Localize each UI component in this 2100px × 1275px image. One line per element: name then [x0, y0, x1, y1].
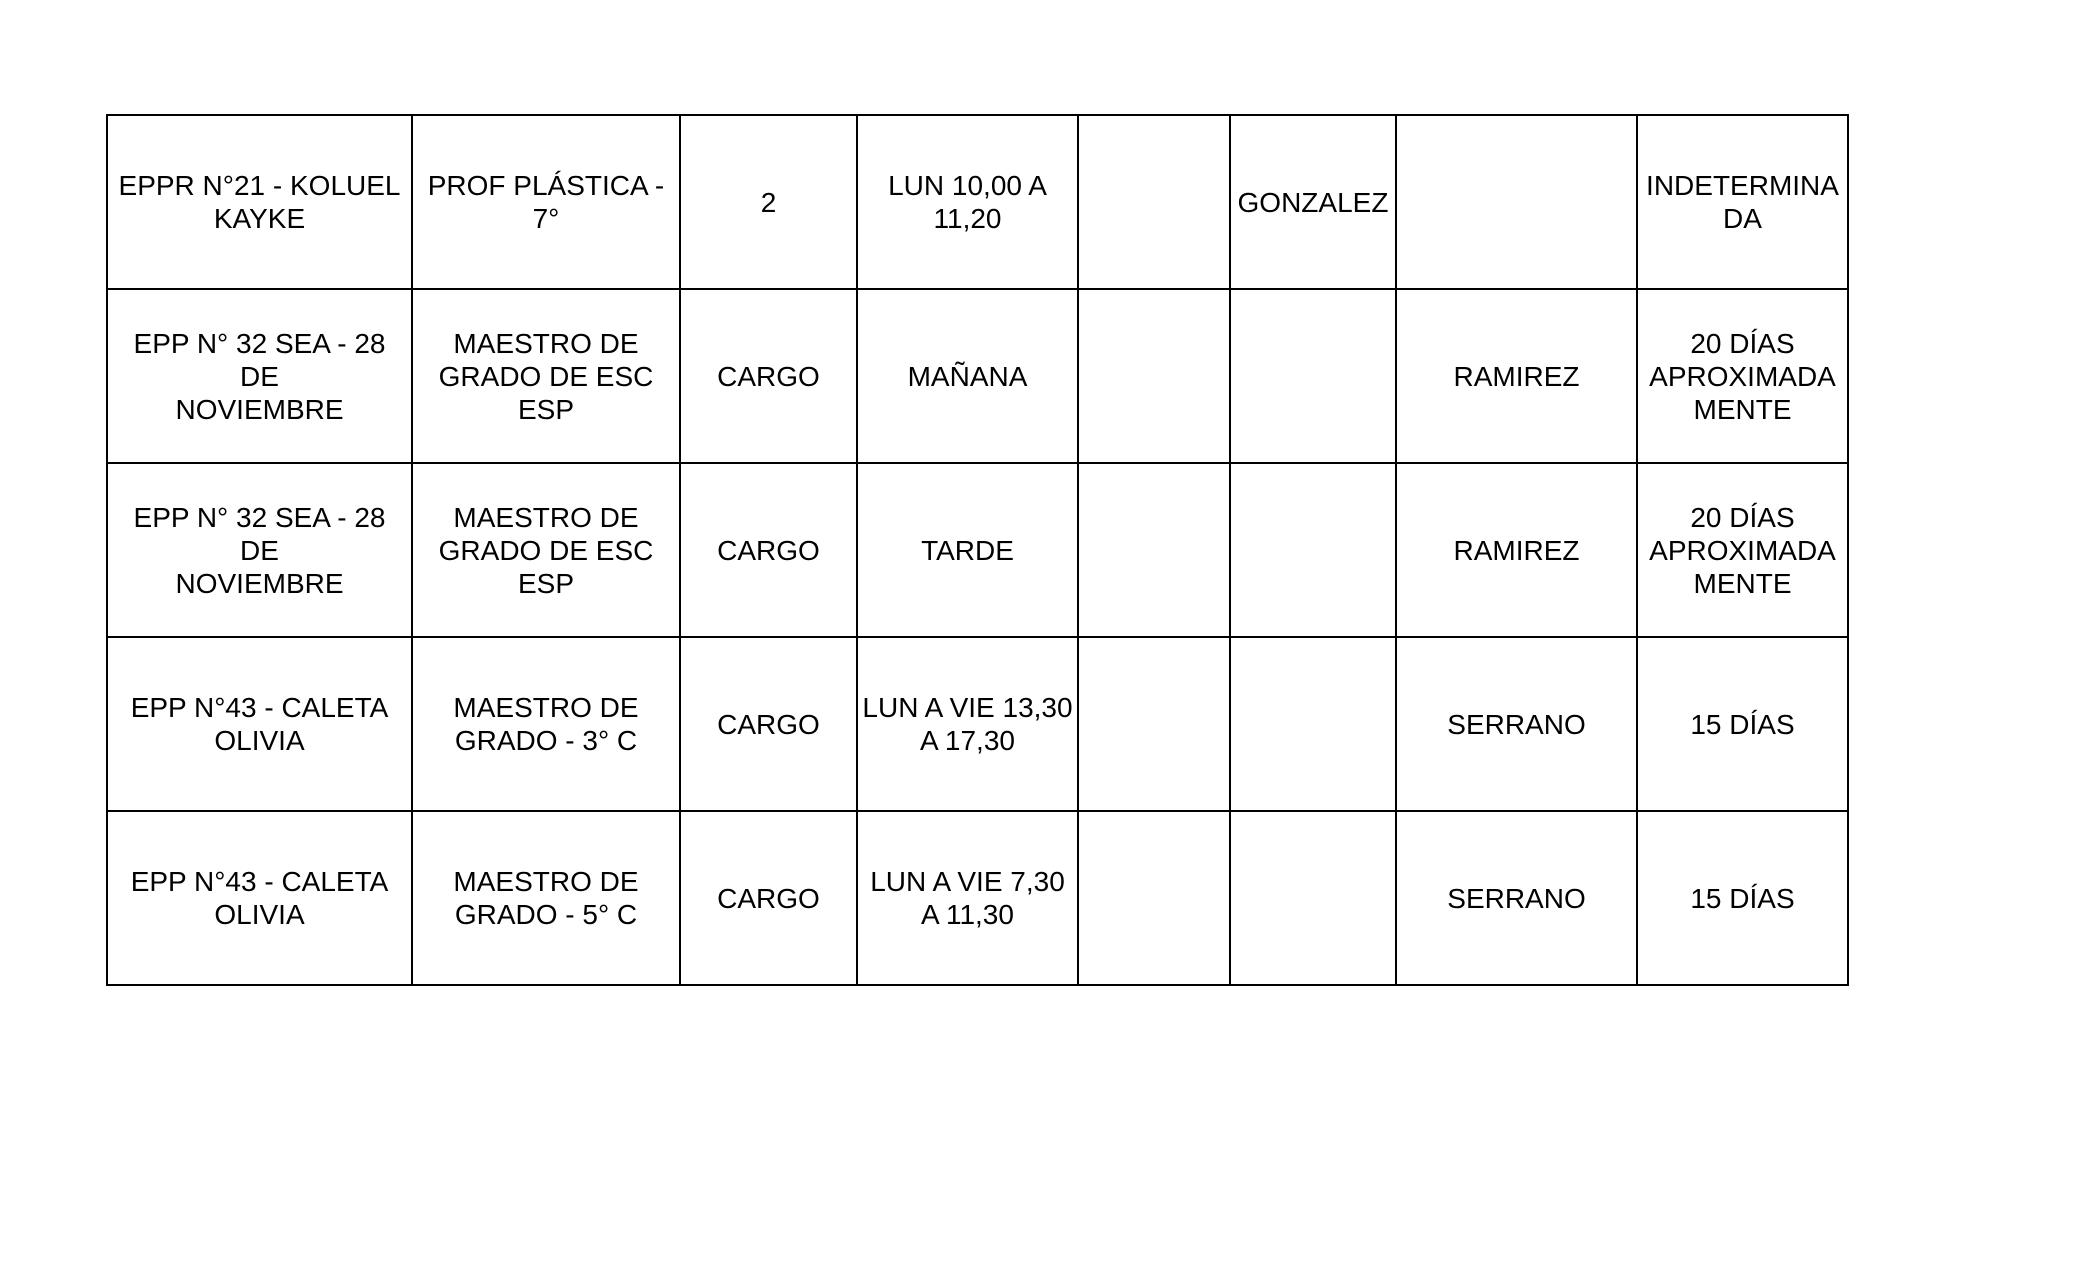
hours-cell: CARGO	[680, 811, 857, 985]
hours-cell: CARGO	[680, 463, 857, 637]
school-cell: EPP N° 32 SEA - 28 DE NOVIEMBRE	[107, 463, 412, 637]
hours-cell: 2	[680, 115, 857, 289]
hours-cell: CARGO	[680, 637, 857, 811]
name-cell	[1230, 637, 1396, 811]
empty-cell	[1078, 637, 1230, 811]
school-cell: EPP N°43 - CALETA OLIVIA	[107, 811, 412, 985]
school-cell: EPPR N°21 - KOLUEL KAYKE	[107, 115, 412, 289]
name-cell	[1396, 115, 1637, 289]
schedule-cell: LUN 10,00 A 11,20	[857, 115, 1078, 289]
position-cell: MAESTRO DE GRADO - 5° C	[412, 811, 680, 985]
empty-cell	[1078, 289, 1230, 463]
vacancy-table	[106, 114, 1849, 986]
school-cell: EPP N° 32 SEA - 28 DE NOVIEMBRE	[107, 289, 412, 463]
position-cell: MAESTRO DE GRADO - 3° C	[412, 637, 680, 811]
schedule-cell: MAÑANA	[857, 289, 1078, 463]
name-cell: RAMIREZ	[1396, 289, 1637, 463]
position-cell: MAESTRO DE GRADO DE ESC ESP	[412, 289, 680, 463]
duration-cell: 15 DÍAS	[1637, 637, 1848, 811]
name-cell: GONZALEZ	[1230, 115, 1396, 289]
table-row	[107, 811, 1848, 985]
schedule-cell: LUN A VIE 7,30 A 11,30	[857, 811, 1078, 985]
table-row	[107, 463, 1848, 637]
position-cell: PROF PLÁSTICA - 7°	[412, 115, 680, 289]
position-cell: MAESTRO DE GRADO DE ESC ESP	[412, 463, 680, 637]
duration-cell: 20 DÍAS APROXIMADA MENTE	[1637, 463, 1848, 637]
schedule-cell: LUN A VIE 13,30 A 17,30	[857, 637, 1078, 811]
empty-cell	[1078, 811, 1230, 985]
table-row	[107, 637, 1848, 811]
name-cell	[1230, 811, 1396, 985]
name-cell: RAMIREZ	[1396, 463, 1637, 637]
duration-cell: 15 DÍAS	[1637, 811, 1848, 985]
name-cell	[1230, 463, 1396, 637]
empty-cell	[1078, 463, 1230, 637]
duration-cell: INDETERMINA DA	[1637, 115, 1848, 289]
schedule-cell: TARDE	[857, 463, 1078, 637]
duration-cell: 20 DÍAS APROXIMADA MENTE	[1637, 289, 1848, 463]
table-row	[107, 289, 1848, 463]
table-row	[107, 115, 1848, 289]
name-cell: SERRANO	[1396, 811, 1637, 985]
school-cell: EPP N°43 - CALETA OLIVIA	[107, 637, 412, 811]
name-cell	[1230, 289, 1396, 463]
empty-cell	[1078, 115, 1230, 289]
name-cell: SERRANO	[1396, 637, 1637, 811]
hours-cell: CARGO	[680, 289, 857, 463]
